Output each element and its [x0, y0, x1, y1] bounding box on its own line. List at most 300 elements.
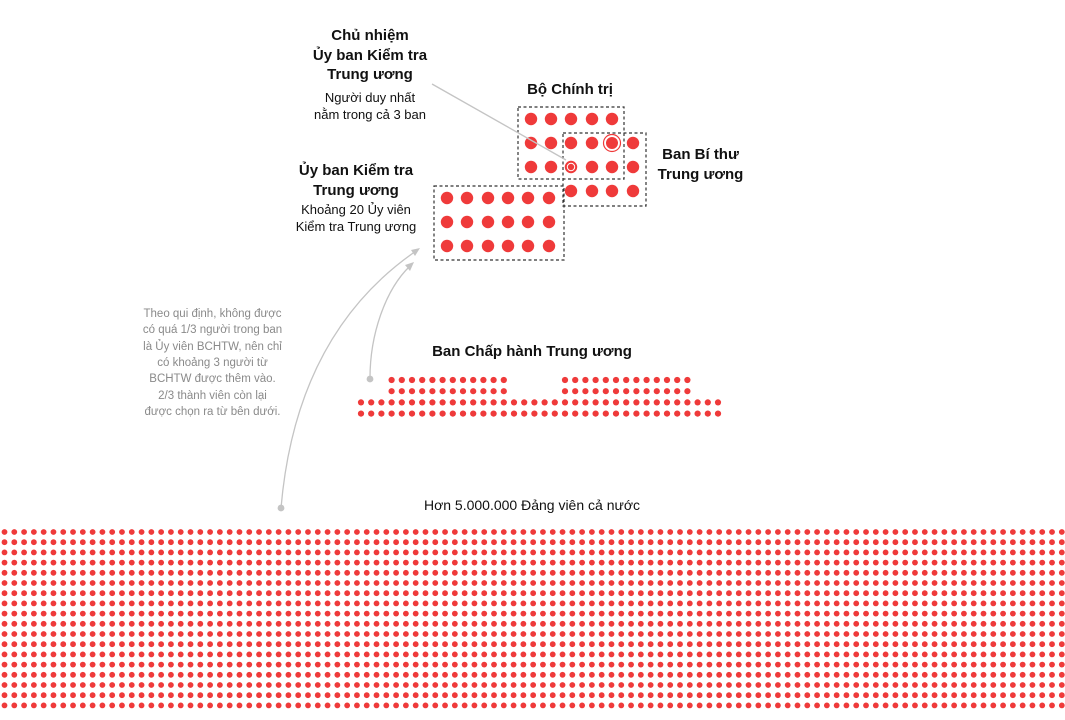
member-dot: [158, 631, 164, 637]
member-dot: [951, 682, 957, 688]
member-dot: [824, 641, 830, 647]
member-dot: [912, 682, 918, 688]
member-dot: [139, 570, 145, 576]
member-dot: [197, 672, 203, 678]
member-dot: [432, 539, 438, 545]
member-dot: [706, 662, 712, 668]
member-dot: [638, 529, 644, 535]
member-dot: [295, 703, 301, 709]
member-dot: [158, 652, 164, 658]
member-dot: [276, 641, 282, 647]
member-dot: [863, 631, 869, 637]
member-dot: [197, 539, 203, 545]
member-dot: [589, 580, 595, 586]
member-dot: [354, 672, 360, 678]
member-dot: [599, 662, 605, 668]
member-dot: [266, 539, 272, 545]
member-dot: [501, 682, 507, 688]
member-dot: [775, 652, 781, 658]
member-dot: [109, 662, 115, 668]
member-dot: [393, 621, 399, 627]
member-dot: [51, 611, 57, 617]
member-dot: [530, 682, 536, 688]
member-dot: [481, 570, 487, 576]
member-dot: [90, 590, 96, 596]
member-dot: [511, 672, 517, 678]
member-dot: [706, 560, 712, 566]
member-dot: [648, 539, 654, 545]
member-dot: [746, 652, 752, 658]
member-dot: [765, 631, 771, 637]
member-dot: [51, 601, 57, 607]
member-dot: [511, 611, 517, 617]
member-dot: [11, 652, 17, 658]
member-dot: [325, 601, 331, 607]
member-dot: [971, 662, 977, 668]
chairman-desc-line1: Người duy nhất: [324, 90, 416, 105]
member-dot: [374, 641, 380, 647]
member-dot: [579, 539, 585, 545]
member-dot: [677, 692, 683, 698]
member-dot: [569, 570, 575, 576]
member-dot: [423, 641, 429, 647]
member-dot: [853, 692, 859, 698]
member-dot: [932, 611, 938, 617]
committee-dot: [501, 411, 507, 417]
member-dot: [31, 631, 37, 637]
member-dot: [922, 570, 928, 576]
member-dot: [824, 662, 830, 668]
member-dot: [804, 529, 810, 535]
member-dot: [618, 641, 624, 647]
member-dot: [423, 621, 429, 627]
member-dot: [315, 550, 321, 556]
politburo-dot: [525, 113, 537, 125]
member-dot: [100, 692, 106, 698]
member-dot: [804, 560, 810, 566]
member-dot: [589, 662, 595, 668]
member-dot: [853, 560, 859, 566]
member-dot: [589, 682, 595, 688]
member-dot: [100, 662, 106, 668]
member-dot: [158, 601, 164, 607]
member-dot: [354, 570, 360, 576]
committee-dot: [419, 388, 425, 394]
member-dot: [109, 692, 115, 698]
member-dot: [1039, 672, 1045, 678]
member-dot: [491, 662, 497, 668]
member-dot: [246, 529, 252, 535]
committee-dot: [480, 411, 486, 417]
member-dot: [60, 631, 66, 637]
member-dot: [266, 601, 272, 607]
member-dot: [207, 682, 213, 688]
member-dot: [961, 550, 967, 556]
inspection-commission-description: [281, 202, 431, 236]
member-dot: [403, 662, 409, 668]
member-dot: [746, 662, 752, 668]
member-dot: [100, 590, 106, 596]
member-dot: [599, 580, 605, 586]
member-dot: [599, 560, 605, 566]
member-dot: [765, 560, 771, 566]
member-dot: [902, 590, 908, 596]
member-dot: [540, 621, 546, 627]
member-dot: [286, 621, 292, 627]
member-dot: [90, 682, 96, 688]
member-dot: [1039, 601, 1045, 607]
member-dot: [354, 560, 360, 566]
member-dot: [393, 611, 399, 617]
member-dot: [393, 590, 399, 596]
member-dot: [31, 662, 37, 668]
member-dot: [139, 662, 145, 668]
member-dot: [511, 580, 517, 586]
member-dot: [755, 550, 761, 556]
committee-dot: [674, 399, 680, 405]
member-dot: [276, 682, 282, 688]
member-dot: [765, 550, 771, 556]
member-dot: [383, 539, 389, 545]
member-dot: [971, 529, 977, 535]
member-dot: [423, 580, 429, 586]
member-dot: [912, 570, 918, 576]
member-dot: [687, 652, 693, 658]
member-dot: [883, 550, 889, 556]
member-dot: [432, 703, 438, 709]
member-dot: [129, 570, 135, 576]
member-dot: [658, 550, 664, 556]
member-dot: [393, 652, 399, 658]
member-dot: [618, 570, 624, 576]
member-dot: [207, 590, 213, 596]
member-dot: [364, 601, 370, 607]
member-dot: [755, 672, 761, 678]
member-dot: [550, 703, 556, 709]
member-dot: [129, 703, 135, 709]
member-dot: [746, 641, 752, 647]
member-dot: [844, 560, 850, 566]
member-dot: [21, 539, 27, 545]
member-dot: [452, 601, 458, 607]
member-dot: [227, 611, 233, 617]
member-dot: [677, 631, 683, 637]
member-dot: [834, 692, 840, 698]
member-dot: [119, 580, 125, 586]
member-dot: [824, 672, 830, 678]
committee-dot: [633, 399, 639, 405]
member-dot: [100, 641, 106, 647]
member-dot: [1059, 570, 1065, 576]
member-dot: [432, 631, 438, 637]
member-dot: [941, 662, 947, 668]
member-dot: [1049, 570, 1055, 576]
member-dot: [315, 692, 321, 698]
member-dot: [677, 560, 683, 566]
committee-dot: [450, 411, 456, 417]
member-dot: [2, 662, 8, 668]
member-dot: [530, 641, 536, 647]
member-dot: [90, 631, 96, 637]
member-dot: [951, 641, 957, 647]
member-dot: [364, 641, 370, 647]
member-dot: [569, 601, 575, 607]
member-dot: [276, 539, 282, 545]
member-dot: [746, 580, 752, 586]
member-dot: [188, 631, 194, 637]
member-dot: [168, 590, 174, 596]
member-dot: [961, 662, 967, 668]
member-dot: [109, 529, 115, 535]
member-dot: [1059, 682, 1065, 688]
member-dot: [1000, 560, 1006, 566]
member-dot: [452, 631, 458, 637]
member-dot: [824, 652, 830, 658]
committee-dot: [409, 388, 415, 394]
member-dot: [2, 672, 8, 678]
member-dot: [579, 631, 585, 637]
member-dot: [501, 692, 507, 698]
member-dot: [677, 570, 683, 576]
member-dot: [21, 580, 27, 586]
member-dot: [256, 631, 262, 637]
politburo-dot: [586, 113, 598, 125]
member-dot: [971, 682, 977, 688]
member-dot: [354, 590, 360, 596]
member-dot: [618, 611, 624, 617]
member-dot: [981, 692, 987, 698]
member-dot: [413, 692, 419, 698]
member-dot: [188, 672, 194, 678]
member-dot: [677, 601, 683, 607]
member-dot: [804, 662, 810, 668]
member-dot: [41, 601, 47, 607]
member-dot: [873, 672, 879, 678]
member-dot: [256, 682, 262, 688]
member-dot: [892, 641, 898, 647]
member-dot: [344, 652, 350, 658]
member-dot: [804, 652, 810, 658]
member-dot: [716, 529, 722, 535]
member-dot: [785, 580, 791, 586]
member-dot: [334, 611, 340, 617]
member-dot: [961, 570, 967, 576]
member-dot: [853, 590, 859, 596]
member-dot: [286, 550, 292, 556]
member-dot: [726, 529, 732, 535]
member-dot: [100, 611, 106, 617]
member-dot: [1030, 570, 1036, 576]
member-dot: [618, 529, 624, 535]
member-dot: [540, 529, 546, 535]
member-dot: [971, 560, 977, 566]
member-dot: [334, 641, 340, 647]
member-dot: [609, 662, 615, 668]
member-dot: [70, 529, 76, 535]
member-dot: [824, 570, 830, 576]
member-dot: [844, 570, 850, 576]
member-dot: [922, 641, 928, 647]
member-dot: [785, 529, 791, 535]
member-dot: [197, 560, 203, 566]
member-dot: [325, 570, 331, 576]
member-dot: [1010, 529, 1016, 535]
member-dot: [442, 662, 448, 668]
member-dot: [452, 570, 458, 576]
committee-dot: [491, 388, 497, 394]
member-dot: [256, 560, 262, 566]
member-dot: [51, 703, 57, 709]
member-dot: [814, 662, 820, 668]
member-dot: [726, 662, 732, 668]
member-dot: [11, 621, 17, 627]
committee-dot: [460, 399, 466, 405]
member-dot: [795, 580, 801, 586]
member-dot: [481, 682, 487, 688]
member-dot: [31, 621, 37, 627]
member-dot: [638, 590, 644, 596]
member-dot: [1030, 672, 1036, 678]
committee-dot: [664, 377, 670, 383]
member-dot: [315, 570, 321, 576]
member-dot: [511, 652, 517, 658]
member-dot: [726, 601, 732, 607]
member-dot: [168, 580, 174, 586]
member-dot: [383, 590, 389, 596]
member-dot: [765, 611, 771, 617]
member-dot: [432, 529, 438, 535]
member-dot: [256, 570, 262, 576]
member-dot: [21, 662, 27, 668]
member-dot: [393, 550, 399, 556]
member-dot: [325, 621, 331, 627]
member-dot: [491, 631, 497, 637]
member-dot: [256, 580, 262, 586]
member-dot: [51, 580, 57, 586]
member-dot: [765, 641, 771, 647]
chairman-title-line1: Chủ nhiệm: [331, 27, 409, 44]
member-dot: [11, 692, 17, 698]
member-dot: [168, 550, 174, 556]
member-dot: [403, 601, 409, 607]
member-dot: [109, 560, 115, 566]
member-dot: [775, 682, 781, 688]
member-dot: [990, 539, 996, 545]
member-dot: [824, 682, 830, 688]
member-dot: [726, 703, 732, 709]
member-dot: [168, 692, 174, 698]
member-dot: [383, 570, 389, 576]
member-dot: [687, 672, 693, 678]
member-dot: [736, 682, 742, 688]
member-dot: [432, 550, 438, 556]
member-dot: [178, 703, 184, 709]
member-dot: [1020, 662, 1026, 668]
member-dot: [1010, 539, 1016, 545]
member-dot: [90, 672, 96, 678]
member-dot: [1059, 692, 1065, 698]
member-dot: [932, 703, 938, 709]
member-dot: [1030, 631, 1036, 637]
politburo-dot: [545, 113, 557, 125]
member-dot: [932, 580, 938, 586]
member-dot: [990, 570, 996, 576]
member-dot: [1010, 601, 1016, 607]
member-dot: [687, 662, 693, 668]
member-dot: [804, 570, 810, 576]
member-dot: [217, 662, 223, 668]
member-dot: [393, 601, 399, 607]
member-dot: [824, 692, 830, 698]
member-dot: [80, 662, 86, 668]
member-dot: [716, 560, 722, 566]
member-dot: [354, 539, 360, 545]
member-dot: [286, 682, 292, 688]
member-dot: [2, 529, 8, 535]
member-dot: [814, 590, 820, 596]
member-dot: [648, 652, 654, 658]
member-dot: [1030, 682, 1036, 688]
member-dot: [432, 560, 438, 566]
member-dot: [589, 560, 595, 566]
member-dot: [197, 692, 203, 698]
member-dot: [246, 631, 252, 637]
member-dot: [1020, 703, 1026, 709]
member-dot: [726, 692, 732, 698]
member-dot: [188, 641, 194, 647]
member-dot: [511, 590, 517, 596]
member-dot: [560, 641, 566, 647]
member-dot: [237, 652, 243, 658]
member-dot: [315, 580, 321, 586]
member-dot: [70, 570, 76, 576]
member-dot: [1010, 662, 1016, 668]
member-dot: [207, 672, 213, 678]
member-dot: [765, 590, 771, 596]
committee-dot: [378, 399, 384, 405]
secretariat-dot: [606, 185, 618, 197]
member-dot: [472, 641, 478, 647]
member-dot: [80, 570, 86, 576]
member-dot: [188, 539, 194, 545]
member-dot: [560, 601, 566, 607]
member-dot: [951, 652, 957, 658]
member-dot: [51, 570, 57, 576]
member-dot: [863, 611, 869, 617]
inspection-dot: [441, 240, 453, 252]
member-dot: [599, 703, 605, 709]
member-dot: [246, 652, 252, 658]
member-dot: [667, 539, 673, 545]
member-dot: [902, 631, 908, 637]
member-dot: [765, 601, 771, 607]
member-dot: [609, 601, 615, 607]
member-dot: [60, 641, 66, 647]
member-dot: [413, 621, 419, 627]
member-dot: [736, 590, 742, 596]
member-dot: [941, 631, 947, 637]
member-dot: [286, 631, 292, 637]
member-dot: [1020, 641, 1026, 647]
member-dot: [736, 692, 742, 698]
member-dot: [981, 580, 987, 586]
member-dot: [961, 652, 967, 658]
member-dot: [491, 692, 497, 698]
member-dot: [628, 601, 634, 607]
member-dot: [217, 580, 223, 586]
member-dot: [824, 529, 830, 535]
member-dot: [129, 682, 135, 688]
